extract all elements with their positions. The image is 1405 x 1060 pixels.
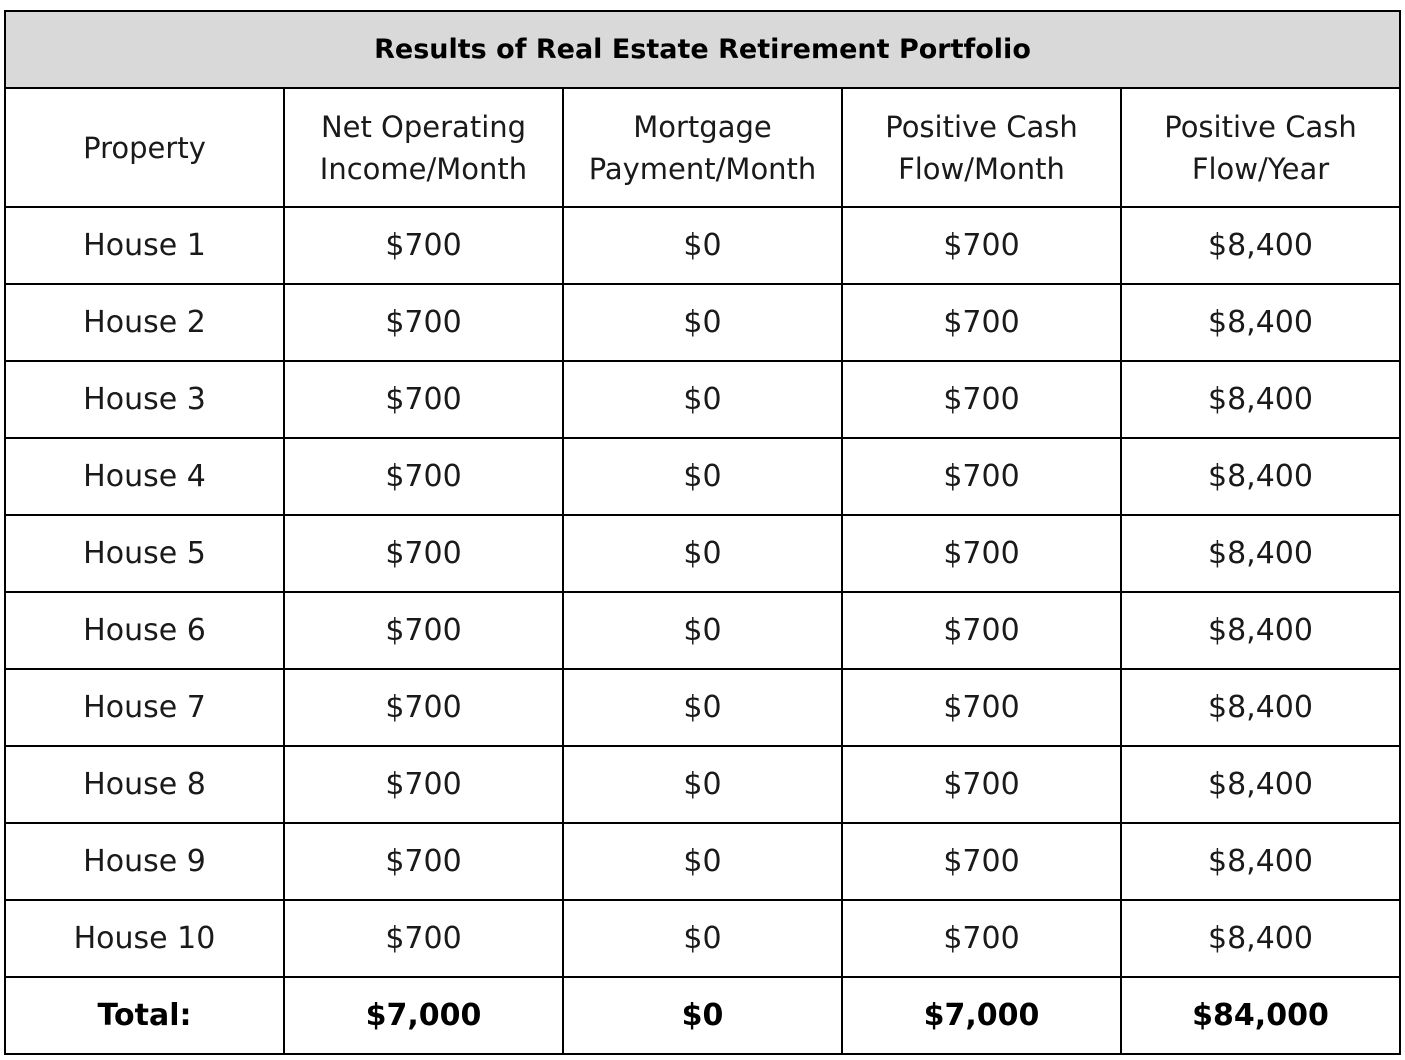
property-cell: House 6 — [5, 592, 284, 669]
column-header-net-operating-income-line-2: Income/Month — [319, 151, 528, 186]
property-cell: House 8 — [5, 746, 284, 823]
column-header-cash-flow-year — [1121, 88, 1400, 207]
net-operating-income-cell: $700 — [284, 592, 563, 669]
cash-flow-year-cell: $8,400 — [1121, 515, 1400, 592]
property-cell: House 3 — [5, 361, 284, 438]
cash-flow-month-cell: $700 — [842, 361, 1121, 438]
cash-flow-month-cell: $700 — [842, 207, 1121, 284]
column-header-property — [5, 88, 284, 207]
column-header-cash-flow-year-line-2: Flow/Year — [1191, 151, 1330, 186]
cash-flow-year-cell: $8,400 — [1121, 900, 1400, 977]
total-cash-flow-year-cell: $84,000 — [1121, 977, 1400, 1054]
column-header-cash-flow-month — [842, 88, 1121, 207]
table-row — [5, 592, 1400, 669]
net-operating-income-cell: $700 — [284, 515, 563, 592]
cash-flow-year-cell: $8,400 — [1121, 823, 1400, 900]
cash-flow-month-cell: $700 — [842, 900, 1121, 977]
mortgage-payment-cell: $0 — [563, 592, 842, 669]
table-row — [5, 284, 1400, 361]
table-row — [5, 207, 1400, 284]
property-cell: House 1 — [5, 207, 284, 284]
cash-flow-year-cell: $8,400 — [1121, 592, 1400, 669]
property-cell: House 7 — [5, 669, 284, 746]
cash-flow-year-cell: $8,400 — [1121, 284, 1400, 361]
column-header-property-line-1: Property — [83, 130, 206, 165]
net-operating-income-cell: $700 — [284, 900, 563, 977]
total-row — [5, 977, 1400, 1054]
total-cash-flow-month-cell: $7,000 — [842, 977, 1121, 1054]
mortgage-payment-cell: $0 — [563, 438, 842, 515]
mortgage-payment-cell: $0 — [563, 669, 842, 746]
mortgage-payment-cell: $0 — [563, 900, 842, 977]
cash-flow-year-cell: $8,400 — [1121, 438, 1400, 515]
total-label-cell: Total: — [5, 977, 284, 1054]
portfolio-results-table — [4, 10, 1401, 1055]
property-cell: House 2 — [5, 284, 284, 361]
property-cell: House 9 — [5, 823, 284, 900]
cash-flow-month-cell: $700 — [842, 669, 1121, 746]
cash-flow-year-cell: $8,400 — [1121, 207, 1400, 284]
column-header-mortgage-payment-line-1: Mortgage — [633, 109, 772, 144]
cash-flow-year-cell: $8,400 — [1121, 746, 1400, 823]
table-row — [5, 823, 1400, 900]
net-operating-income-cell: $700 — [284, 823, 563, 900]
net-operating-income-cell: $700 — [284, 361, 563, 438]
portfolio-results-table-wrapper — [4, 10, 1399, 1055]
net-operating-income-cell: $700 — [284, 746, 563, 823]
property-cell: House 10 — [5, 900, 284, 977]
table-row — [5, 900, 1400, 977]
column-header-row — [5, 88, 1400, 207]
mortgage-payment-cell: $0 — [563, 284, 842, 361]
property-cell: House 4 — [5, 438, 284, 515]
title-row — [5, 11, 1400, 88]
cash-flow-month-cell: $700 — [842, 515, 1121, 592]
table-row — [5, 438, 1400, 515]
mortgage-payment-cell: $0 — [563, 823, 842, 900]
cash-flow-month-cell: $700 — [842, 592, 1121, 669]
cash-flow-year-cell: $8,400 — [1121, 669, 1400, 746]
cash-flow-year-cell: $8,400 — [1121, 361, 1400, 438]
cash-flow-month-cell: $700 — [842, 438, 1121, 515]
cash-flow-month-cell: $700 — [842, 746, 1121, 823]
net-operating-income-cell: $700 — [284, 669, 563, 746]
total-mortgage-payment-cell: $0 — [563, 977, 842, 1054]
column-header-cash-flow-month-line-2: Flow/Month — [898, 151, 1065, 186]
mortgage-payment-cell: $0 — [563, 515, 842, 592]
mortgage-payment-cell: $0 — [563, 746, 842, 823]
column-header-cash-flow-month-line-1: Positive Cash — [885, 109, 1078, 144]
property-cell: House 5 — [5, 515, 284, 592]
table-title: Results of Real Estate Retirement Portfolio — [5, 11, 1400, 88]
net-operating-income-cell: $700 — [284, 207, 563, 284]
column-header-cash-flow-year-line-1: Positive Cash — [1164, 109, 1357, 144]
table-row — [5, 669, 1400, 746]
column-header-net-operating-income-line-1: Net Operating — [320, 109, 527, 144]
net-operating-income-cell: $700 — [284, 284, 563, 361]
column-header-mortgage-payment — [563, 88, 842, 207]
table-row — [5, 746, 1400, 823]
mortgage-payment-cell: $0 — [563, 361, 842, 438]
table-row — [5, 361, 1400, 438]
cash-flow-month-cell: $700 — [842, 284, 1121, 361]
cash-flow-month-cell: $700 — [842, 823, 1121, 900]
column-header-mortgage-payment-line-2: Payment/Month — [588, 151, 817, 186]
column-header-net-operating-income — [284, 88, 563, 207]
net-operating-income-cell: $700 — [284, 438, 563, 515]
mortgage-payment-cell: $0 — [563, 207, 842, 284]
total-net-operating-income-cell: $7,000 — [284, 977, 563, 1054]
table-row — [5, 515, 1400, 592]
